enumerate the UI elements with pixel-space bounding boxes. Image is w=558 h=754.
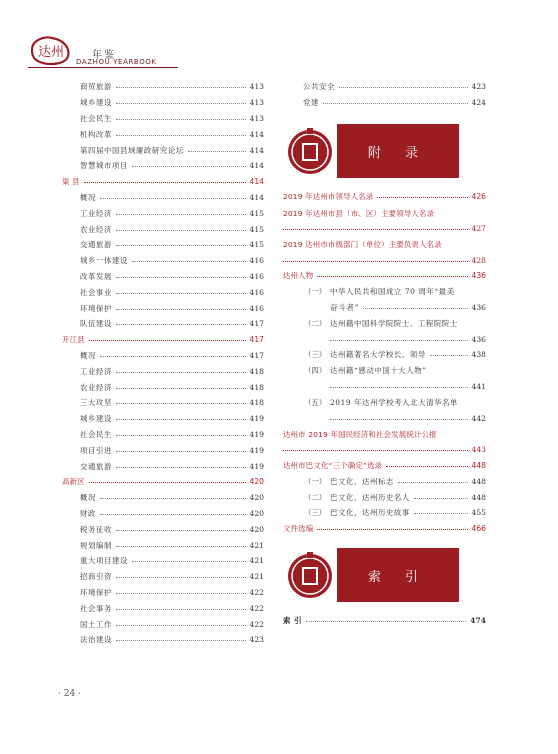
toc-entry[interactable]: 党建 424 — [303, 98, 486, 108]
toc-section[interactable]: 高新区 420 — [62, 477, 264, 487]
toc-entry-page[interactable]: 441 — [330, 379, 486, 395]
toc-entry-page[interactable]: 436 — [330, 331, 486, 347]
toc-entry[interactable]: 社会事务 422 — [80, 603, 264, 613]
toc-entry-page[interactable]: 442 — [330, 410, 486, 426]
toc-entry-page[interactable]: 428 — [283, 252, 486, 268]
toc-entry[interactable]: 交通旅游 415 — [80, 240, 264, 250]
toc-entry[interactable]: 城乡建设 419 — [80, 414, 264, 424]
toc-subentry[interactable]: （一） 中华人民共和国成立 70 周年“最美 — [304, 287, 455, 297]
toc-subentry[interactable]: （三） 巴文化，达州历史故事 455 — [304, 508, 486, 518]
toc-entry[interactable]: 农业经济 418 — [80, 382, 264, 392]
toc-entry[interactable]: 工业经济 415 — [80, 208, 264, 218]
toc-entry[interactable]: 环境保护 416 — [80, 303, 264, 313]
index-entry[interactable]: 索 引 474 — [283, 616, 486, 626]
toc-entry[interactable]: 城乡建设 413 — [80, 98, 264, 108]
toc-entry-page[interactable]: 427 — [283, 221, 486, 237]
index-banner — [283, 548, 459, 602]
toc-entry[interactable]: 项目引进 419 — [80, 445, 264, 455]
toc-subentry[interactable]: （二） 达州籍中国科学院院士、工程院院士 — [304, 318, 458, 328]
toc-entry[interactable]: 环境保护 422 — [80, 587, 264, 597]
toc-entry[interactable]: 社会民生 419 — [80, 429, 264, 439]
appendix-banner — [283, 124, 459, 178]
toc-subentry[interactable]: （三） 达州籍著名大学校长、领导 438 — [304, 350, 486, 360]
toc-entry[interactable]: 招商引资 421 — [80, 572, 264, 582]
toc-subentry[interactable]: （二） 巴文化，达州历史名人 448 — [304, 492, 486, 502]
yearbook-title-en: DAZHOU YEARBOOK — [76, 58, 157, 66]
toc-section[interactable]: 开江县 417 — [62, 335, 264, 345]
toc-entry[interactable]: 国土工作 422 — [80, 619, 264, 629]
toc-entry[interactable]: 城乡一体建设 416 — [80, 256, 264, 266]
toc-entry[interactable]: 改革发展 416 — [80, 271, 264, 281]
toc-section[interactable]: 文件选编 466 — [283, 524, 486, 534]
toc-entry[interactable]: 社会民生 413 — [80, 113, 264, 123]
toc-entry[interactable]: 三大攻坚 418 — [80, 398, 264, 408]
toc-entry[interactable]: 财政 420 — [80, 508, 264, 518]
toc-section[interactable]: 2019 年达州市领导人名录 426 — [283, 192, 486, 202]
toc-entry[interactable]: 社会事业 416 — [80, 287, 264, 297]
toc-entry[interactable]: 公共安全 423 — [303, 82, 486, 92]
toc-section[interactable]: 达州人物 436 — [283, 271, 486, 281]
toc-entry[interactable]: 机构改革 414 — [80, 129, 264, 139]
toc-entry[interactable]: 农业经济 415 — [80, 224, 264, 234]
toc-entry[interactable]: 概况 417 — [80, 350, 264, 360]
toc-entry[interactable]: 交通旅游 419 — [80, 461, 264, 471]
toc-entry[interactable]: 法治建设 423 — [80, 635, 264, 645]
toc-entry-page[interactable]: 奋斗者” 436 — [330, 302, 486, 312]
yearbook-title-cn: 年鉴 — [92, 50, 116, 61]
toc-subentry[interactable]: （四） 达州籍“感动中国十大人物” — [304, 366, 427, 376]
header-rule — [28, 67, 178, 68]
toc-entry-title[interactable]: 2019 年达州市县（市、区）主要领导人名录 — [283, 208, 435, 218]
toc-section[interactable]: 达州市巴文化“三个确定”选录 448 — [283, 460, 486, 470]
toc-entry[interactable]: 第四届中国县域廉政研究论坛 414 — [80, 145, 264, 155]
toc-entry-title[interactable]: 2019 达州市市级部门（单位）主要负责人名录 — [283, 240, 442, 250]
toc-subentry[interactable]: （一） 巴文化，达州标志 448 — [304, 476, 486, 486]
toc-entry-page[interactable]: 443 — [283, 442, 486, 458]
toc-entry[interactable]: 队伍建设 417 — [80, 319, 264, 329]
toc-entry[interactable]: 税务征收 420 — [80, 524, 264, 534]
toc-section[interactable]: 渠 县 414 — [62, 177, 264, 187]
seal-icon — [283, 548, 337, 602]
dazhou-logo — [28, 34, 72, 66]
appendix-title: 附 录 — [337, 124, 459, 178]
index-title: 索 引 — [337, 548, 459, 602]
page-number: · 24 · — [58, 689, 81, 699]
logo-text: 达州 — [38, 45, 65, 60]
toc-entry[interactable]: 工业经济 418 — [80, 366, 264, 376]
toc-entry-title[interactable]: 达州市 2019 年国民经济和社会发展统计公报 — [283, 430, 437, 439]
toc-entry[interactable]: 概况 420 — [80, 493, 264, 503]
toc-entry[interactable]: 重大项目建设 421 — [80, 556, 264, 566]
toc-subentry[interactable]: （五） 2019 年达州学校考入北大清华名单 — [304, 397, 459, 407]
toc-entry[interactable]: 概况 414 — [80, 192, 264, 202]
toc-entry[interactable]: 规划编制 421 — [80, 540, 264, 550]
seal-icon — [283, 124, 337, 178]
toc-entry[interactable]: 商贸旅游 413 — [80, 82, 264, 92]
toc-entry[interactable]: 智慧城市项目 414 — [80, 161, 264, 171]
